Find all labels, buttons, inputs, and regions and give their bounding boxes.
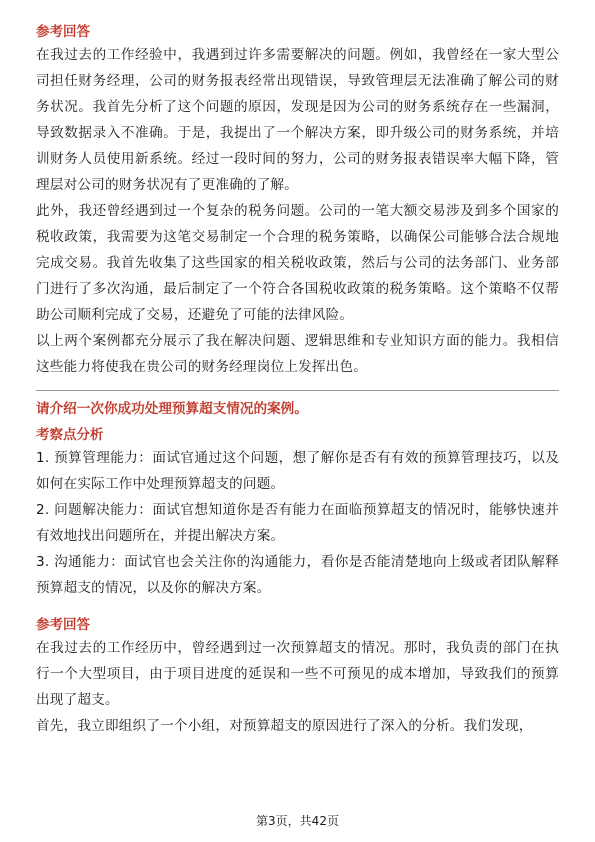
analysis-item: 3. 沟通能力：面试官也会关注你的沟通能力，看你是否能清楚地向上级或者团队解释预算超支的情况，以及你的解决方案。 [36, 554, 559, 596]
page-number-footer: 第3页，共42页 [256, 814, 339, 828]
reference-answer-heading: 参考回答 [36, 617, 90, 633]
interview-question: 请介绍一次你成功处理预算超支情况的案例。 [36, 401, 308, 417]
document-page [36, 22, 559, 739]
analysis-heading: 考察点分析 [36, 427, 104, 443]
analysis-item: 1. 预算管理能力：面试官通过这个问题，想了解你是否有有效的预算管理技巧，以及如何在实际工作中处理预算超支的问题。 [36, 450, 559, 492]
answer-paragraph: 此外，我还曾经遇到过一个复杂的税务问题。公司的一笔大额交易涉及到多个国家的税收政策，我需要为这笔交易制定一个合理的税务策略，以确保公司能够合法合规地完成交易。我首先收集了这些国家的相关税收政策，然后与公司的法务部门、业务部门进行了多次沟通，最后制定了一个符合各国税收政策的税务策略。这个策略不仅帮助公司顺利完成了交易，还避免了可能的法律风险。 [36, 203, 559, 323]
answer-paragraph: 在我过去的工作经历中，曾经遇到过一次预算超支的情况。那时，我负责的部门在执行一个大型项目，由于项目进度的延误和一些不可预见的成本增加，导致我们的预算出现了超支。 [36, 640, 559, 708]
answer-paragraph: 以上两个案例都充分展示了我在解决问题、逻辑思维和专业知识方面的能力。我相信这些能力将使我在贵公司的财务经理岗位上发挥出色。 [36, 333, 559, 375]
answer-paragraph: 首先，我立即组织了一个小组，对预算超支的原因进行了深入的分析。我们发现， [36, 718, 533, 734]
analysis-item: 2. 问题解决能力：面试官想知道你是否有能力在面临预算超支的情况时，能够快速并有效地找出问题所在，并提出解决方案。 [36, 502, 559, 544]
answer-paragraph: 在我过去的工作经验中，我遇到过许多需要解决的问题。例如，我曾经在一家大型公司担任财务经理，公司的财务报表经常出现错误，导致管理层无法准确了解公司的财务状况。我首先分析了这个问题的原因，发现是因为公司的财务系统存在一些漏洞，导致数据录入不准确。于是，我提出了一个解决方案，即升级公司的财务系统，并培训财务人员使用新系统。经过一段时间的努力，公司的财务报表错误率大幅下降，管理层对公司的财务状况有了更准确的了解。 [36, 47, 559, 193]
section-divider [36, 390, 559, 391]
reference-answer-heading: 参考回答 [36, 24, 90, 40]
